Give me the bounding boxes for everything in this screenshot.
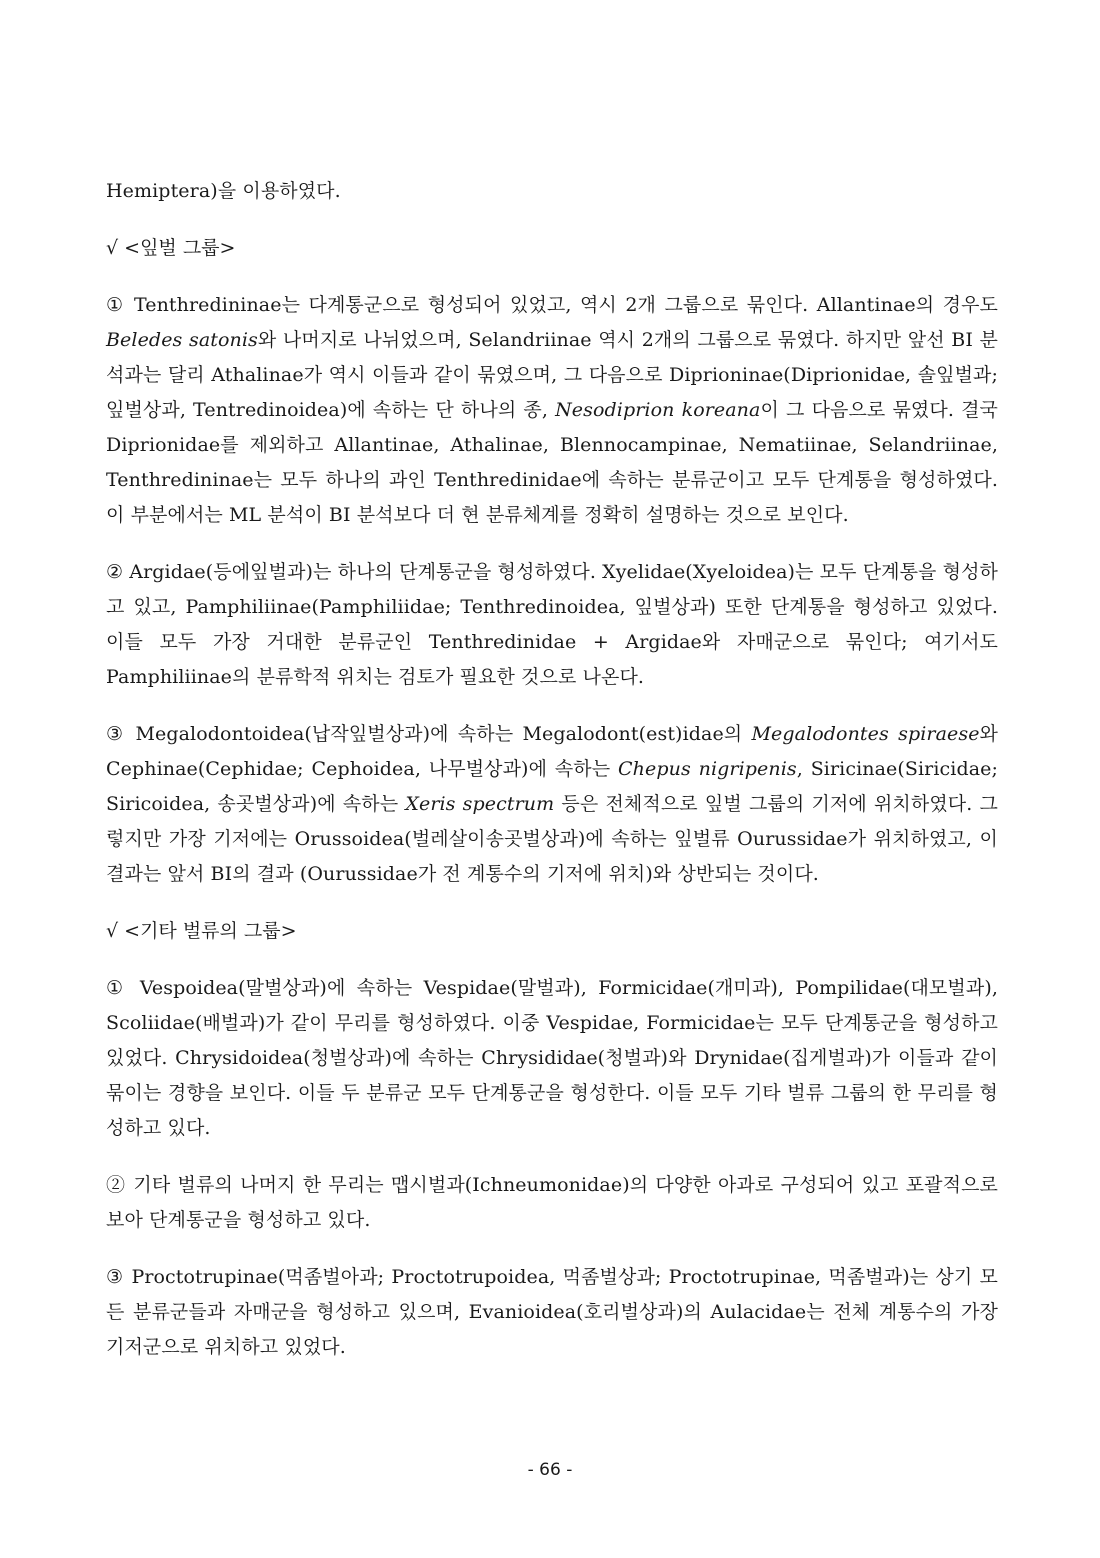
- other-group-heading: √ <기타 벌류의 그룹>: [106, 920, 297, 942]
- text-run: ① Tenthredininae는 다계통군으로 형성되어 있었고, 역시 2개 그룹으로 묶인다. Allantinae의 경우도: [106, 294, 998, 316]
- species-name: Beledes satonis: [106, 329, 258, 351]
- paragraph: [106, 1168, 998, 1238]
- text-run: 등은 전체적으로 잎벌 그룹의 기저에 위치하였다. 그렇지만 가장 기저에는 Orussoidea(벌레살이송곳벌상과)에 속하는 잎벌류 Ourussidae가 위치하였고, 이 결과는 앞서 BI의 결과 (Ourussidae가 전 계통수의 기저에 위치)와 상반되는 것이다.: [106, 793, 998, 885]
- species-name: Chepus nigripenis: [618, 758, 797, 780]
- sawfly-group-heading: √ <잎벌 그룹>: [106, 237, 236, 259]
- text-run: 와 Cephinae(Cephidae; Cephoidea, 나무벌상과)에 속하는: [106, 723, 999, 780]
- paragraph: [106, 288, 998, 533]
- text-run: ③ Proctotrupinae(먹좀벌아과; Proctotrupoidea, 먹좀벌상과; Proctotrupinae, 먹좀벌과)는 상기 모든 분류군들과 자매군을 형성하고 있으며, Evanioidea(호리벌상과)의 Aulacidae는 전체 계통수의 가장 기저군으로 위치하고 있었다.: [106, 1266, 998, 1358]
- species-name: Megalodontes spiraese: [751, 723, 980, 745]
- species-name: Nesodiprion koreana: [555, 399, 761, 421]
- text-run: ① Vespoidea(말벌상과)에 속하는 Vespidae(말벌과), Formicidae(개미과), Pompilidae(대모벌과), Scoliidae(배벌과)가 같이 무리를 형성하였다. 이중 Vespidae, Formicidae는 모두 단계통군을 형성하고 있었다. Chrysidoidea(청벌상과)에 속하는 Chrysididae(청벌과)와 Drynidae(집게벌과)가 이들과 같이 묶이는 경향을 보인다. 이들 두 분류군 모두 단계통군을 형성한다. 이들 모두 기타 벌류 그룹의 한 무리를 형성하고 있다.: [106, 977, 998, 1139]
- sawfly-paragraphs: [106, 288, 998, 914]
- species-name: Xeris spectrum: [405, 793, 555, 815]
- paragraph: [106, 717, 998, 892]
- text-run: 이 그 다음으로 묶였다. 결국 Diprionidae를 제외하고 Allantinae, Athalinae, Blennocampinae, Nematiinae, Selandriinae, Tenthredininae는 모두 하나의 과인 Tenthredinidae에 속하는 분류군이고 모두 단계통을 형성하였다. 이 부분에서는 ML 분석이 BI 분석보다 더 현 분류체계를 정확히 설명하는 것으로 보인다.: [106, 399, 998, 526]
- page-number: - 66 -: [527, 1460, 573, 1480]
- paragraph: [106, 555, 998, 695]
- text-run: , Siricinae(Siricidae; Siricoidea, 송곳벌상과)에 속하는: [106, 758, 998, 815]
- text-run: ② Argidae(등에잎벌과)는 하나의 단계통군을 형성하였다. Xyelidae(Xyeloidea)는 모두 단계통을 형성하고 있고, Pamphiliinae(Pamphiliidae; Tenthredinoidea, 잎벌상과) 또한 단계통을 형성하고 있었다. 이들 모두 가장 거대한 분류군인 Tenthredinidae + Argidae와 자매군으로 묶인다; 여기서도 Pamphiliinae의 분류학적 위치는 검토가 필요한 것으로 나온다.: [106, 561, 999, 688]
- text-run: 와 나머지로 나뉘었으며, Selandriinae 역시 2개의 그룹으로 묶였다. 하지만 앞선 BI 분석과는 달리 Athalinae가 역시 이들과 같이 묶였으며, 그 다음으로 Diprioninae(Diprionidae, 솔잎벌과; 잎벌상과, Tentredinoidea)에 속하는 단 하나의 종,: [106, 329, 998, 421]
- lead-line: Hemiptera)을 이용하였다.: [106, 180, 341, 202]
- text-run: ③ Megalodontoidea(납작잎벌상과)에 속하는 Megalodont(est)idae의: [106, 723, 752, 745]
- text-run: ② 기타 벌류의 나머지 한 무리는 맵시벌과(Ichneumonidae)의 다양한 아과로 구성되어 있고 포괄적으로 보아 단계통군을 형성하고 있다.: [106, 1174, 998, 1231]
- paragraph: [106, 971, 998, 1146]
- page-content: [106, 174, 998, 1387]
- other-paragraphs: [106, 971, 998, 1387]
- paragraph: [106, 1260, 998, 1365]
